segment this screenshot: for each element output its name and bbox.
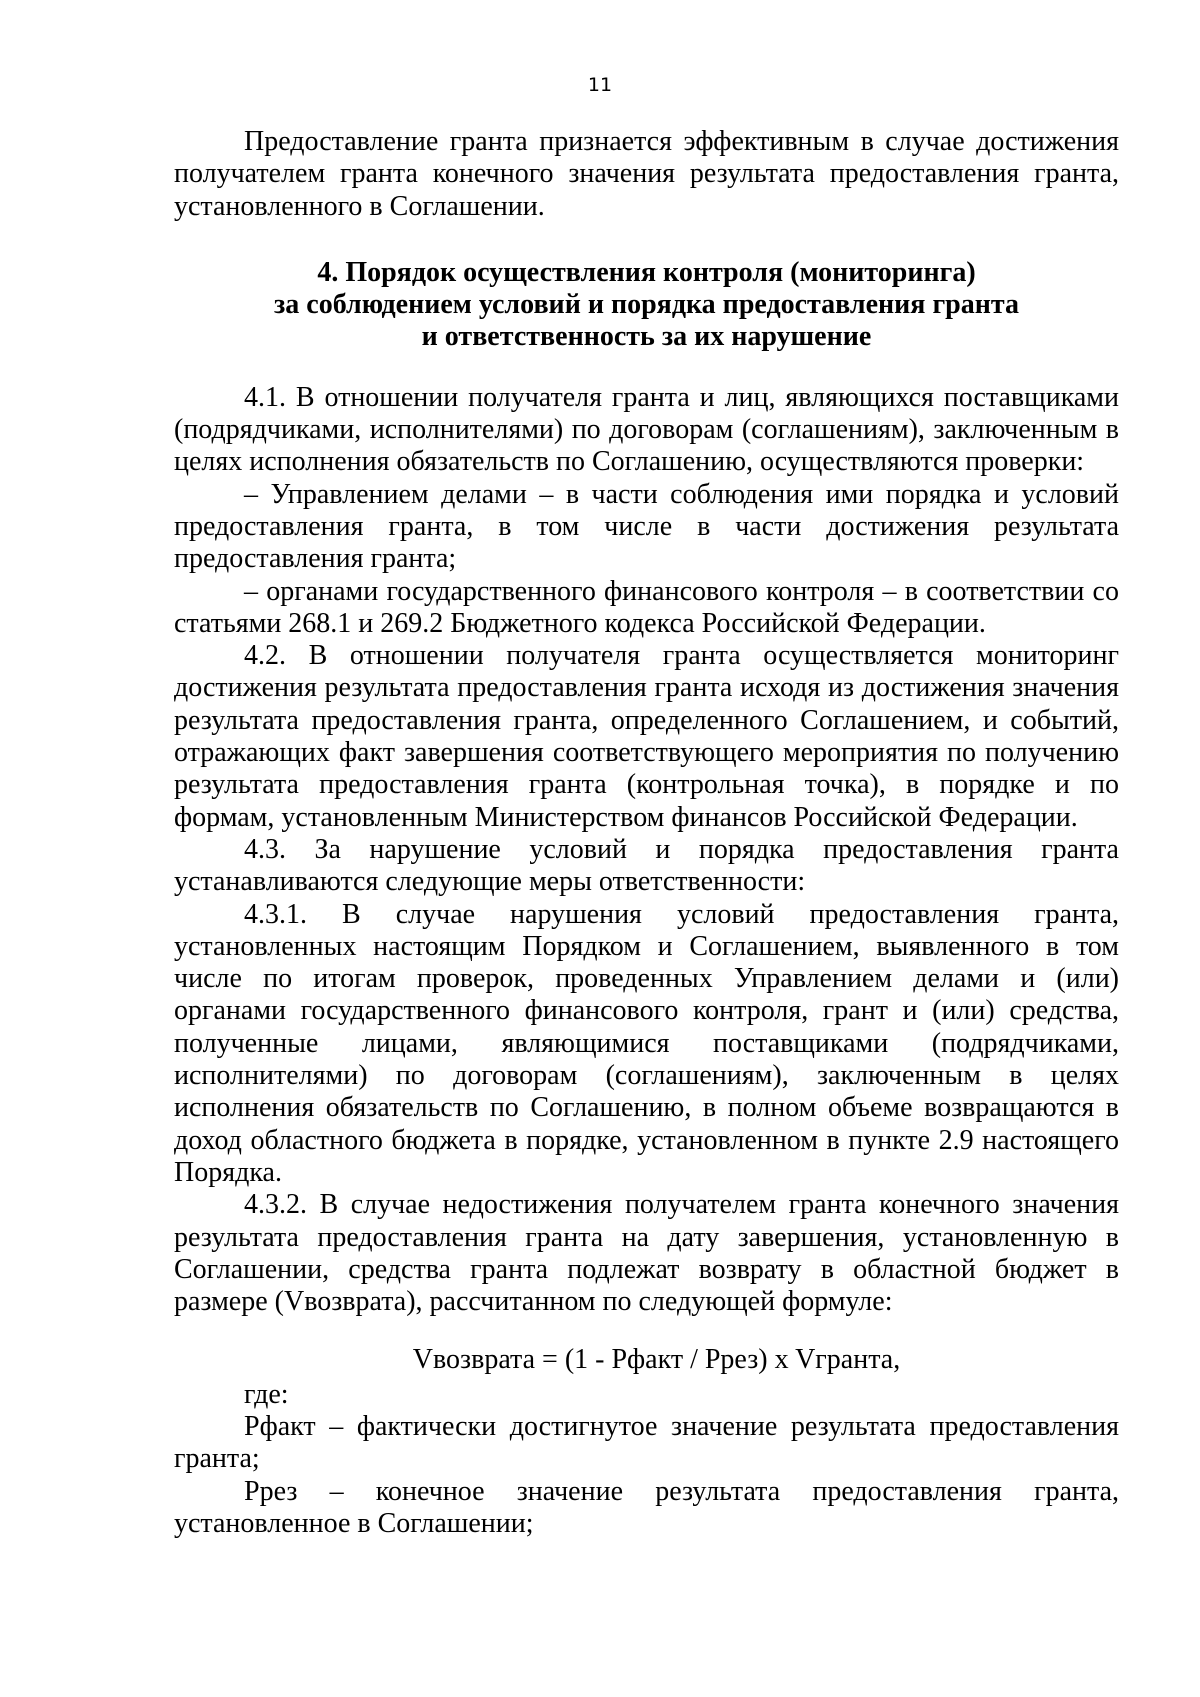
definition-pfakt: Рфакт – фактически достигнутое значение результата предоставления гранта;: [174, 1410, 1119, 1475]
paragraph-4-3-1: 4.3.1. В случае нарушения условий предоставления гранта, установленных настоящим Порядком и Соглашением, выявленного в том числе по итогам проверок, проведенных Управлением делами и (или) органами государственного финансового контроля, грант и (или) средства, полученные лицами, являющимися поставщиками (подрядчиками, исполнителями) по договорам (соглашениям), заключенным в целях исполнения обязательств по Соглашению, в полном объеме возвращаются в доход областного бюджета в порядке, установленном в пункте 2.9 настоящего Порядка.: [174, 898, 1119, 1188]
definition-prez: Ррез – конечное значение результата предоставления гранта, установленное в Соглашении;: [174, 1475, 1119, 1539]
page-number: 11: [587, 74, 613, 96]
intro-paragraph: Предоставление гранта признается эффективным в случае достижения получателем гранта конечного значения результата предоставления гранта, установленного в Соглашении.: [174, 126, 1119, 222]
where-label: где:: [244, 1378, 289, 1410]
section-heading-line: 4. Порядок осуществления контроля (мониторинга): [317, 256, 976, 288]
paragraph-4-3: 4.3. За нарушение условий и порядка предоставления гранта устанавливаются следующие меры ответственности:: [174, 833, 1119, 898]
paragraph-4-3-2: 4.3.2. В случае недостижения получателем гранта конечного значения результата предоставления гранта на дату завершения, установленную в Соглашении, средства гранта подлежат возврату в областной бюджет в размере (Vвозврата), рассчитанном по следующей формуле:: [174, 1189, 1119, 1318]
section-heading: [174, 257, 1119, 354]
paragraph-4-1: 4.1. В отношении получателя гранта и лиц, являющихся поставщиками (подрядчиками, исполнителями) по договорам (соглашениям), заключенным в целях исполнения обязательств по Соглашению, осуществляются проверки:: [174, 381, 1119, 478]
document-body: [174, 126, 1119, 1540]
section-heading-line: и ответственность за их нарушение: [421, 321, 872, 353]
refund-formula: Vвозврата = (1 - Рфакт / Ррез) x Vгранта,: [412, 1344, 901, 1376]
section-heading-line: за соблюдением условий и порядка предоставления гранта: [274, 289, 1019, 321]
paragraph-4-1-item-b: – органами государственного финансового контроля – в соответствии со статьями 268.1 и 269.2 Бюджетного кодекса Российской Федерации.: [174, 575, 1119, 639]
paragraph-4-1-item-a: – Управлением делами – в части соблюдения ими порядка и условий предоставления гранта, в том числе в части достижения результата предоставления гранта;: [174, 478, 1119, 575]
paragraph-4-2: 4.2. В отношении получателя гранта осуществляется мониторинг достижения результата предоставления гранта исходя из достижения значения результата предоставления гранта, определенного Соглашением, и событий, отражающих факт завершения соответствующего мероприятия по получению результата предоставления гранта (контрольная точка), в порядке и по формам, установленным Министерством финансов Российской Федерации.: [174, 640, 1119, 833]
